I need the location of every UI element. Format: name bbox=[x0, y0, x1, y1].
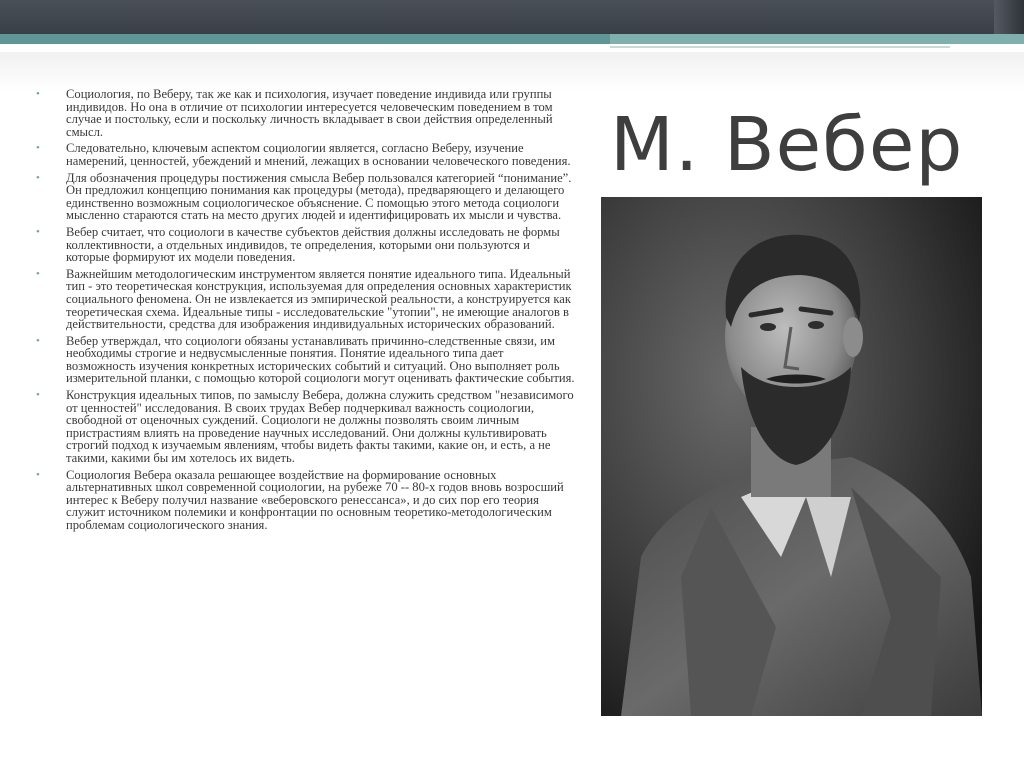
bullet-item bbox=[36, 226, 576, 264]
bullet-dot-icon: • bbox=[36, 171, 40, 184]
bullet-text: Социология, по Веберу, так же как и психология, изучает поведение индивида или группы индивидов. Но она в отличие от психологии интересуется человеческим поведением в том случае и постольку, если и поскольку личность вкладывает в свои действия определенный смысл. bbox=[66, 87, 553, 139]
bullet-dot-icon: • bbox=[36, 225, 40, 238]
bullet-text: Важнейшим методологическим инструментом является понятие идеального типа. Идеальный тип - это теоретическая конструкция, используемая для определения основных характеристик социального феномена. Он не извлекается из эмпирической реальности, а конструируется как теоретическая схема. Идеальные типы - исследовательские "утопии", не имеющие аналогов в действительности, средства для изображения индивидуальных исторических образований. bbox=[66, 266, 572, 332]
bullet-text: Вебер утверждал, что социологи обязаны устанавливать причинно-следственные связи, им необходимы строгие и недвусмысленные понятия. Понятие идеального типа дает возможность изучения конкретных исторических событий и ситуаций. Оно выполняет роль измерительной планки, с помощью которой социологи могут оценивать фактические события. bbox=[66, 333, 575, 386]
accent-thin-line bbox=[610, 46, 950, 48]
bullet-item bbox=[36, 268, 576, 331]
bullet-text: Следовательно, ключевым аспектом социологии является, согласно Веберу, изучение намерений, ценностей, убеждений и мнений, лежащих в основании человеческого поведения. bbox=[66, 141, 571, 168]
bullet-text: Конструкция идеальных типов, по замыслу Вебера, должна служить средством "независимого от ценностей" исследования. В своих трудах Вебер подчеркивал важность социологии, свободной от оценочных суждений. Социологи не должны позволять своим личным пристрастиям влиять на проведение научных исследований. Они должны культивировать строгий подход к изучаемым явлениям, чтобы видеть факты такими, какие он, и есть, а не такими, какими бы им хотелось их видеть. bbox=[66, 388, 574, 466]
slide-title: М. Вебер bbox=[610, 102, 964, 188]
bullet-dot-icon: • bbox=[36, 468, 40, 481]
bullet-item bbox=[36, 335, 576, 385]
top-bar-edge bbox=[994, 0, 1024, 34]
bullet-dot-icon: • bbox=[36, 389, 40, 402]
bullet-list bbox=[36, 88, 576, 532]
bullet-text: Вебер считает, что социологи в качестве субъектов действия должны исследовать не формы коллективности, а отдельных индивидов, те определения, которыми они пользуются и которые формируют их модели поведения. bbox=[66, 224, 560, 265]
portrait-photo bbox=[601, 197, 982, 716]
bullet-item bbox=[36, 469, 576, 532]
bullet-text: Социология Вебера оказала решающее воздействие на формирование основных альтернативных школ современной социологии, на рубеже 70 -- 80-х годов вновь возросший интерес к Веберу получил название «веберовского ренессанса», и до сих пор его теория служит источником полемики и конфронтации по основным теоретико-методологическим проблемам социологического знания. bbox=[66, 467, 564, 532]
bullet-item bbox=[36, 88, 576, 138]
bullet-dot-icon: • bbox=[36, 142, 40, 155]
bullet-text: Для обозначения процедуры постижения смысла Вебер пользовался категорией “понимание”. Он предложил концепцию понимания как процедуры (метода), предваряющего и делающего единственно возможным социологическое объяснение. С помощью этого метода социологи мысленно стараются стать на место других людей и идентифицировать их мысли и чувства. bbox=[66, 170, 572, 223]
bullet-item bbox=[36, 142, 576, 167]
bullet-text-column bbox=[36, 88, 576, 536]
bullet-dot-icon: • bbox=[36, 334, 40, 347]
bullet-item bbox=[36, 172, 576, 222]
top-bar bbox=[0, 0, 1024, 34]
accent-band-light bbox=[610, 34, 1024, 44]
bullet-item bbox=[36, 389, 576, 465]
portrait-image bbox=[601, 197, 982, 716]
bullet-dot-icon: • bbox=[36, 88, 40, 100]
bullet-dot-icon: • bbox=[36, 267, 40, 280]
